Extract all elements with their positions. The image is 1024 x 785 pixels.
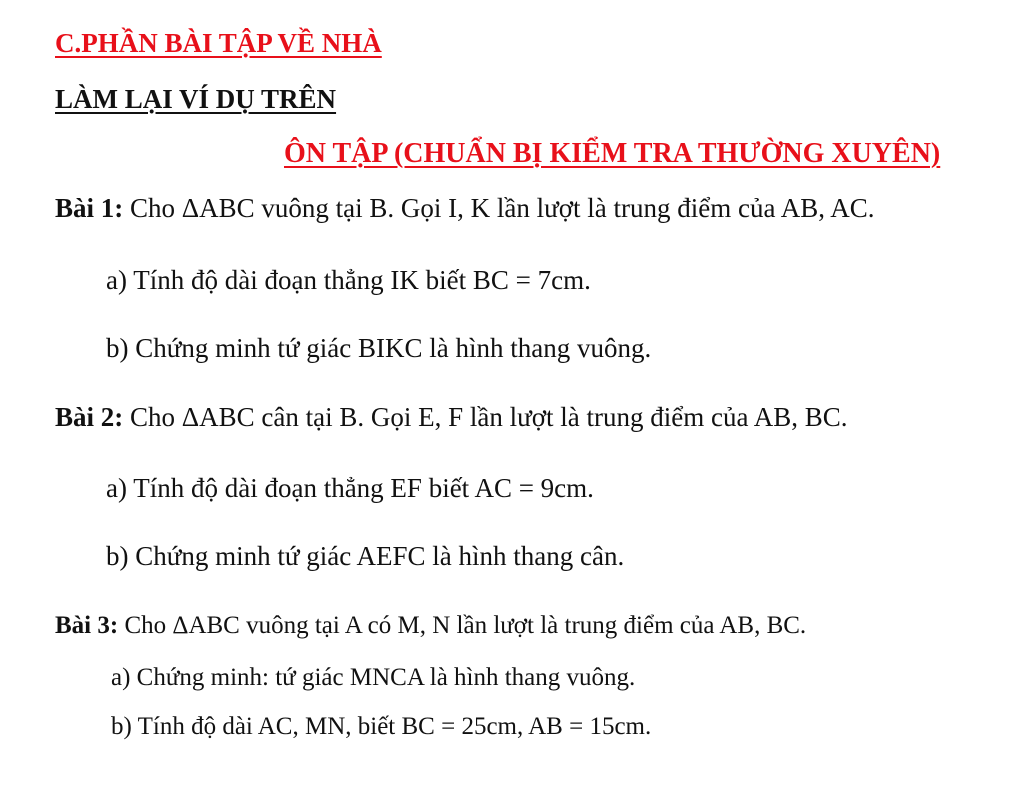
exercise-1-statement: [55, 193, 875, 224]
exercise-2-part-a: a) Tính độ dài đoạn thẳng EF biết AC = 9cm.: [106, 473, 594, 503]
exercise-3-text: Cho ΔABC vuông tại A có M, N lần lượt là trung điểm của AB, BC.: [118, 612, 807, 639]
exercise-1-label: Bài 1:: [55, 193, 124, 223]
exercise-2-label: Bài 2:: [55, 402, 124, 432]
exercise-1-part-a: a) Tính độ dài đoạn thẳng IK biết BC = 7cm.: [106, 265, 591, 295]
exercise-1-part-b: b) Chứng minh tứ giác BIKC là hình thang vuông.: [106, 333, 652, 363]
redo-examples-title: LÀM LẠI VÍ DỤ TRÊN: [55, 84, 337, 114]
exercise-1-text: Cho ΔABC vuông tại B. Gọi I, K lần lượt là trung điểm của AB, AC.: [123, 193, 875, 223]
review-title: ÔN TẬP (CHUẨN BỊ KIỂM TRA THƯỜNG XUYÊN): [284, 138, 941, 169]
section-title: C.PHẦN BÀI TẬP VỀ NHÀ: [55, 28, 382, 58]
exercise-3-statement: [55, 612, 806, 640]
exercise-2-statement: [55, 402, 848, 433]
exercise-3-label: Bài 3:: [55, 612, 119, 639]
exercise-2-part-b: b) Chứng minh tứ giác AEFC là hình thang cân.: [106, 541, 625, 571]
exercise-3-part-a: a) Chứng minh: tứ giác MNCA là hình thang vuông.: [111, 664, 636, 691]
exercise-2-text: Cho ΔABC cân tại B. Gọi E, F lần lượt là trung điểm của AB, BC.: [123, 402, 848, 432]
exercise-3-part-b: b) Tính độ dài AC, MN, biết BC = 25cm, AB = 15cm.: [111, 713, 652, 740]
